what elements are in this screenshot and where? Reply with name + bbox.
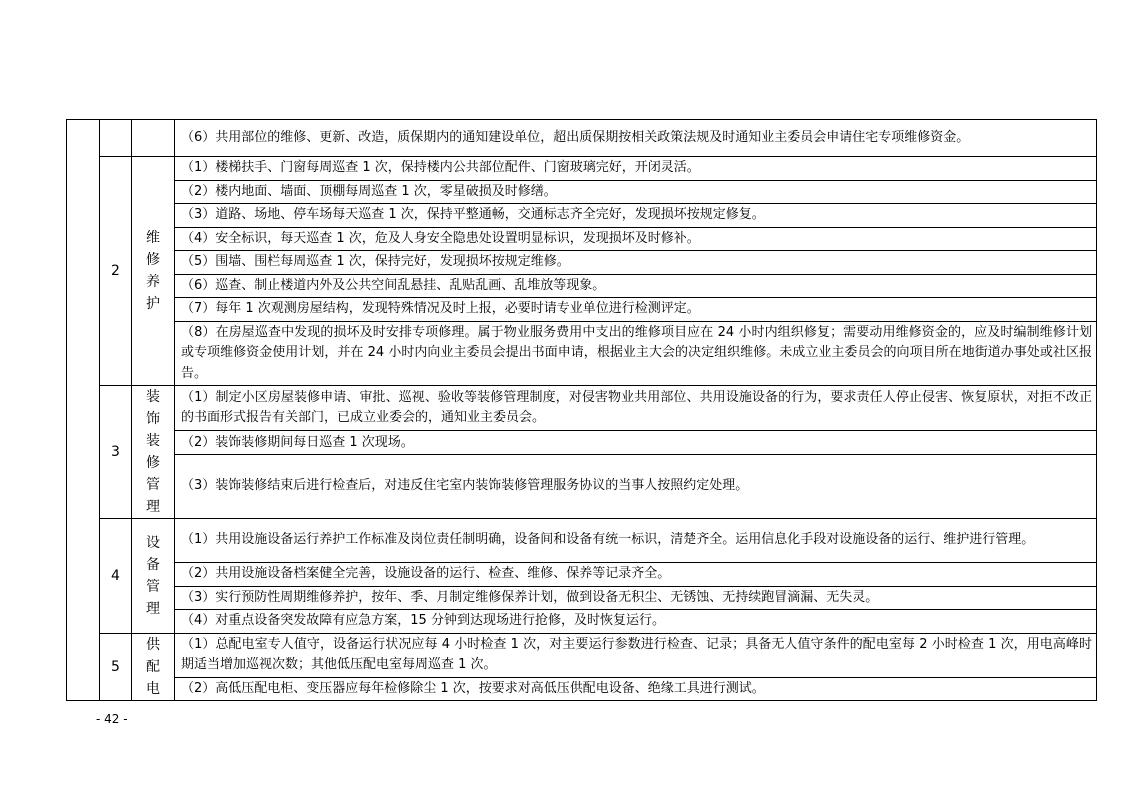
section-title-char: 管 [146, 477, 160, 493]
table-row [67, 120, 1097, 157]
section-title-char: 饰 [146, 411, 160, 427]
section-number: 2 [100, 157, 132, 386]
section-title-char: 修 [146, 455, 160, 471]
section-title-char: 装 [146, 389, 160, 405]
requirement-text: （2）楼内地面、墙面、顶棚每周巡查 1 次，零星破损及时修缮。 [175, 180, 1097, 204]
table-row [67, 251, 1097, 275]
requirement-text: （1）楼梯扶手、门窗每周巡查 1 次，保持楼内公共部位配件、门窗玻璃完好，开闭灵活。 [175, 157, 1097, 181]
section-number: 5 [100, 633, 132, 701]
section-title-char: 供 [146, 636, 160, 653]
requirement-text: （3）装饰装修结束后进行检查后，对违反住宅室内装饰装修管理服务协议的当事人按照约定处理。 [175, 455, 1097, 519]
section-number: 3 [100, 386, 132, 519]
table-row [67, 321, 1097, 386]
section-title-char: 装 [146, 433, 160, 449]
section-title-char: 管 [146, 578, 160, 595]
section-number [100, 120, 132, 157]
section-title-char: 理 [146, 499, 160, 515]
section-title-char: 备 [146, 556, 160, 573]
section-title-char: 理 [146, 600, 160, 617]
section-title-char: 养 [146, 274, 160, 290]
table-row [67, 180, 1097, 204]
page-number: - 42 - [96, 712, 128, 726]
section-title [132, 519, 175, 634]
requirement-text: （1）总配电室专人值守，设备运行状况应每 4 小时检查 1 次，对主要运行参数进行检查、记录；具备无人值守条件的配电室每 2 小时检查 1 次，用电高峰时期适当增加巡视次数；其他低压配电室每周巡查 1 次。 [175, 633, 1097, 677]
requirement-text: （4）对重点设备突发故障有应急方案，15 分钟到达现场进行抢修，及时恢复运行。 [175, 610, 1097, 634]
requirement-text: （2）高低压配电柜、变压器应每年检修除尘 1 次，按要求对高低压供配电设备、绝缘工具进行测试。 [175, 677, 1097, 701]
table-row [67, 455, 1097, 519]
requirement-text: （4）安全标识，每天巡查 1 次，危及人身安全隐患处设置明显标识，发现损坏及时修补。 [175, 227, 1097, 251]
requirement-text: （3）道路、场地、停车场每天巡查 1 次，保持平整通畅，交通标志齐全完好，发现损坏按规定修复。 [175, 204, 1097, 228]
section-title-char: 设 [146, 534, 160, 551]
requirement-text: （1）制定小区房屋装修申请、审批、巡视、验收等装修管理制度，对侵害物业共用部位、共用设施设备的行为，要求责任人停止侵害、恢复原状，对拒不改正的书面形式报告有关部门，已成立业委会的，通知业主委员会。 [175, 386, 1097, 431]
section-title-char: 配 [146, 658, 160, 675]
requirement-text: （5）围墙、围栏每周巡查 1 次，保持完好，发现损坏按规定维修。 [175, 251, 1097, 275]
table-row [67, 677, 1097, 701]
requirement-text: （6）巡查、制止楼道内外及公共空间乱悬挂、乱贴乱画、乱堆放等现象。 [175, 274, 1097, 298]
section-number: 4 [100, 519, 132, 634]
table-row [67, 274, 1097, 298]
table-row [67, 586, 1097, 610]
table-row [67, 227, 1097, 251]
table-row [67, 157, 1097, 181]
table-row [67, 298, 1097, 322]
requirement-text: （2）共用设施设备档案健全完善，设施设备的运行、检查、维修、保养等记录齐全。 [175, 563, 1097, 587]
requirement-text: （1）共用设施设备运行养护工作标准及岗位责任制明确，设备间和设备有统一标识，清楚齐全。运用信息化手段对设施设备的运行、维护进行管理。 [175, 519, 1097, 563]
section-title-char: 维 [146, 230, 160, 246]
table-row [67, 563, 1097, 587]
table-row [67, 519, 1097, 563]
blank-index-column [67, 120, 100, 701]
requirement-text: （7）每年 1 次观测房屋结构，发现特殊情况及时上报，必要时请专业单位进行检测评定。 [175, 298, 1097, 322]
section-title [132, 120, 175, 157]
section-title [132, 386, 175, 519]
section-title-char: 电 [146, 680, 160, 697]
table-row [67, 431, 1097, 455]
section-title [132, 633, 175, 701]
section-title-char: 修 [146, 252, 160, 268]
section-title [132, 157, 175, 386]
section-title-char: 护 [146, 296, 160, 312]
requirement-text: （6）共用部位的维修、更新、改造，质保期内的通知建设单位，超出质保期按相关政策法规及时通知业主委员会申请住宅专项维修资金。 [175, 120, 1097, 157]
table-row [67, 386, 1097, 431]
table-row [67, 610, 1097, 634]
requirement-text: （2）装饰装修期间每日巡查 1 次现场。 [175, 431, 1097, 455]
service-standard-table [66, 119, 1097, 701]
table-row [67, 204, 1097, 228]
requirement-text: （3）实行预防性周期维修养护，按年、季、月制定维修保养计划，做到设备无积尘、无锈蚀、无持续跑冒滴漏、无失灵。 [175, 586, 1097, 610]
table-row [67, 633, 1097, 677]
requirement-text: （8）在房屋巡查中发现的损坏及时安排专项修理。属于物业服务费用中支出的维修项目应在 24 小时内组织修复；需要动用维修资金的，应及时编制维修计划或专项维修资金使用计划，并在 24 小时内向业主委员会提出书面申请，根据业主大会的决定组织维修。未成立业主委员会的向项目所在地街道办事处或社区报告。 [175, 321, 1097, 386]
